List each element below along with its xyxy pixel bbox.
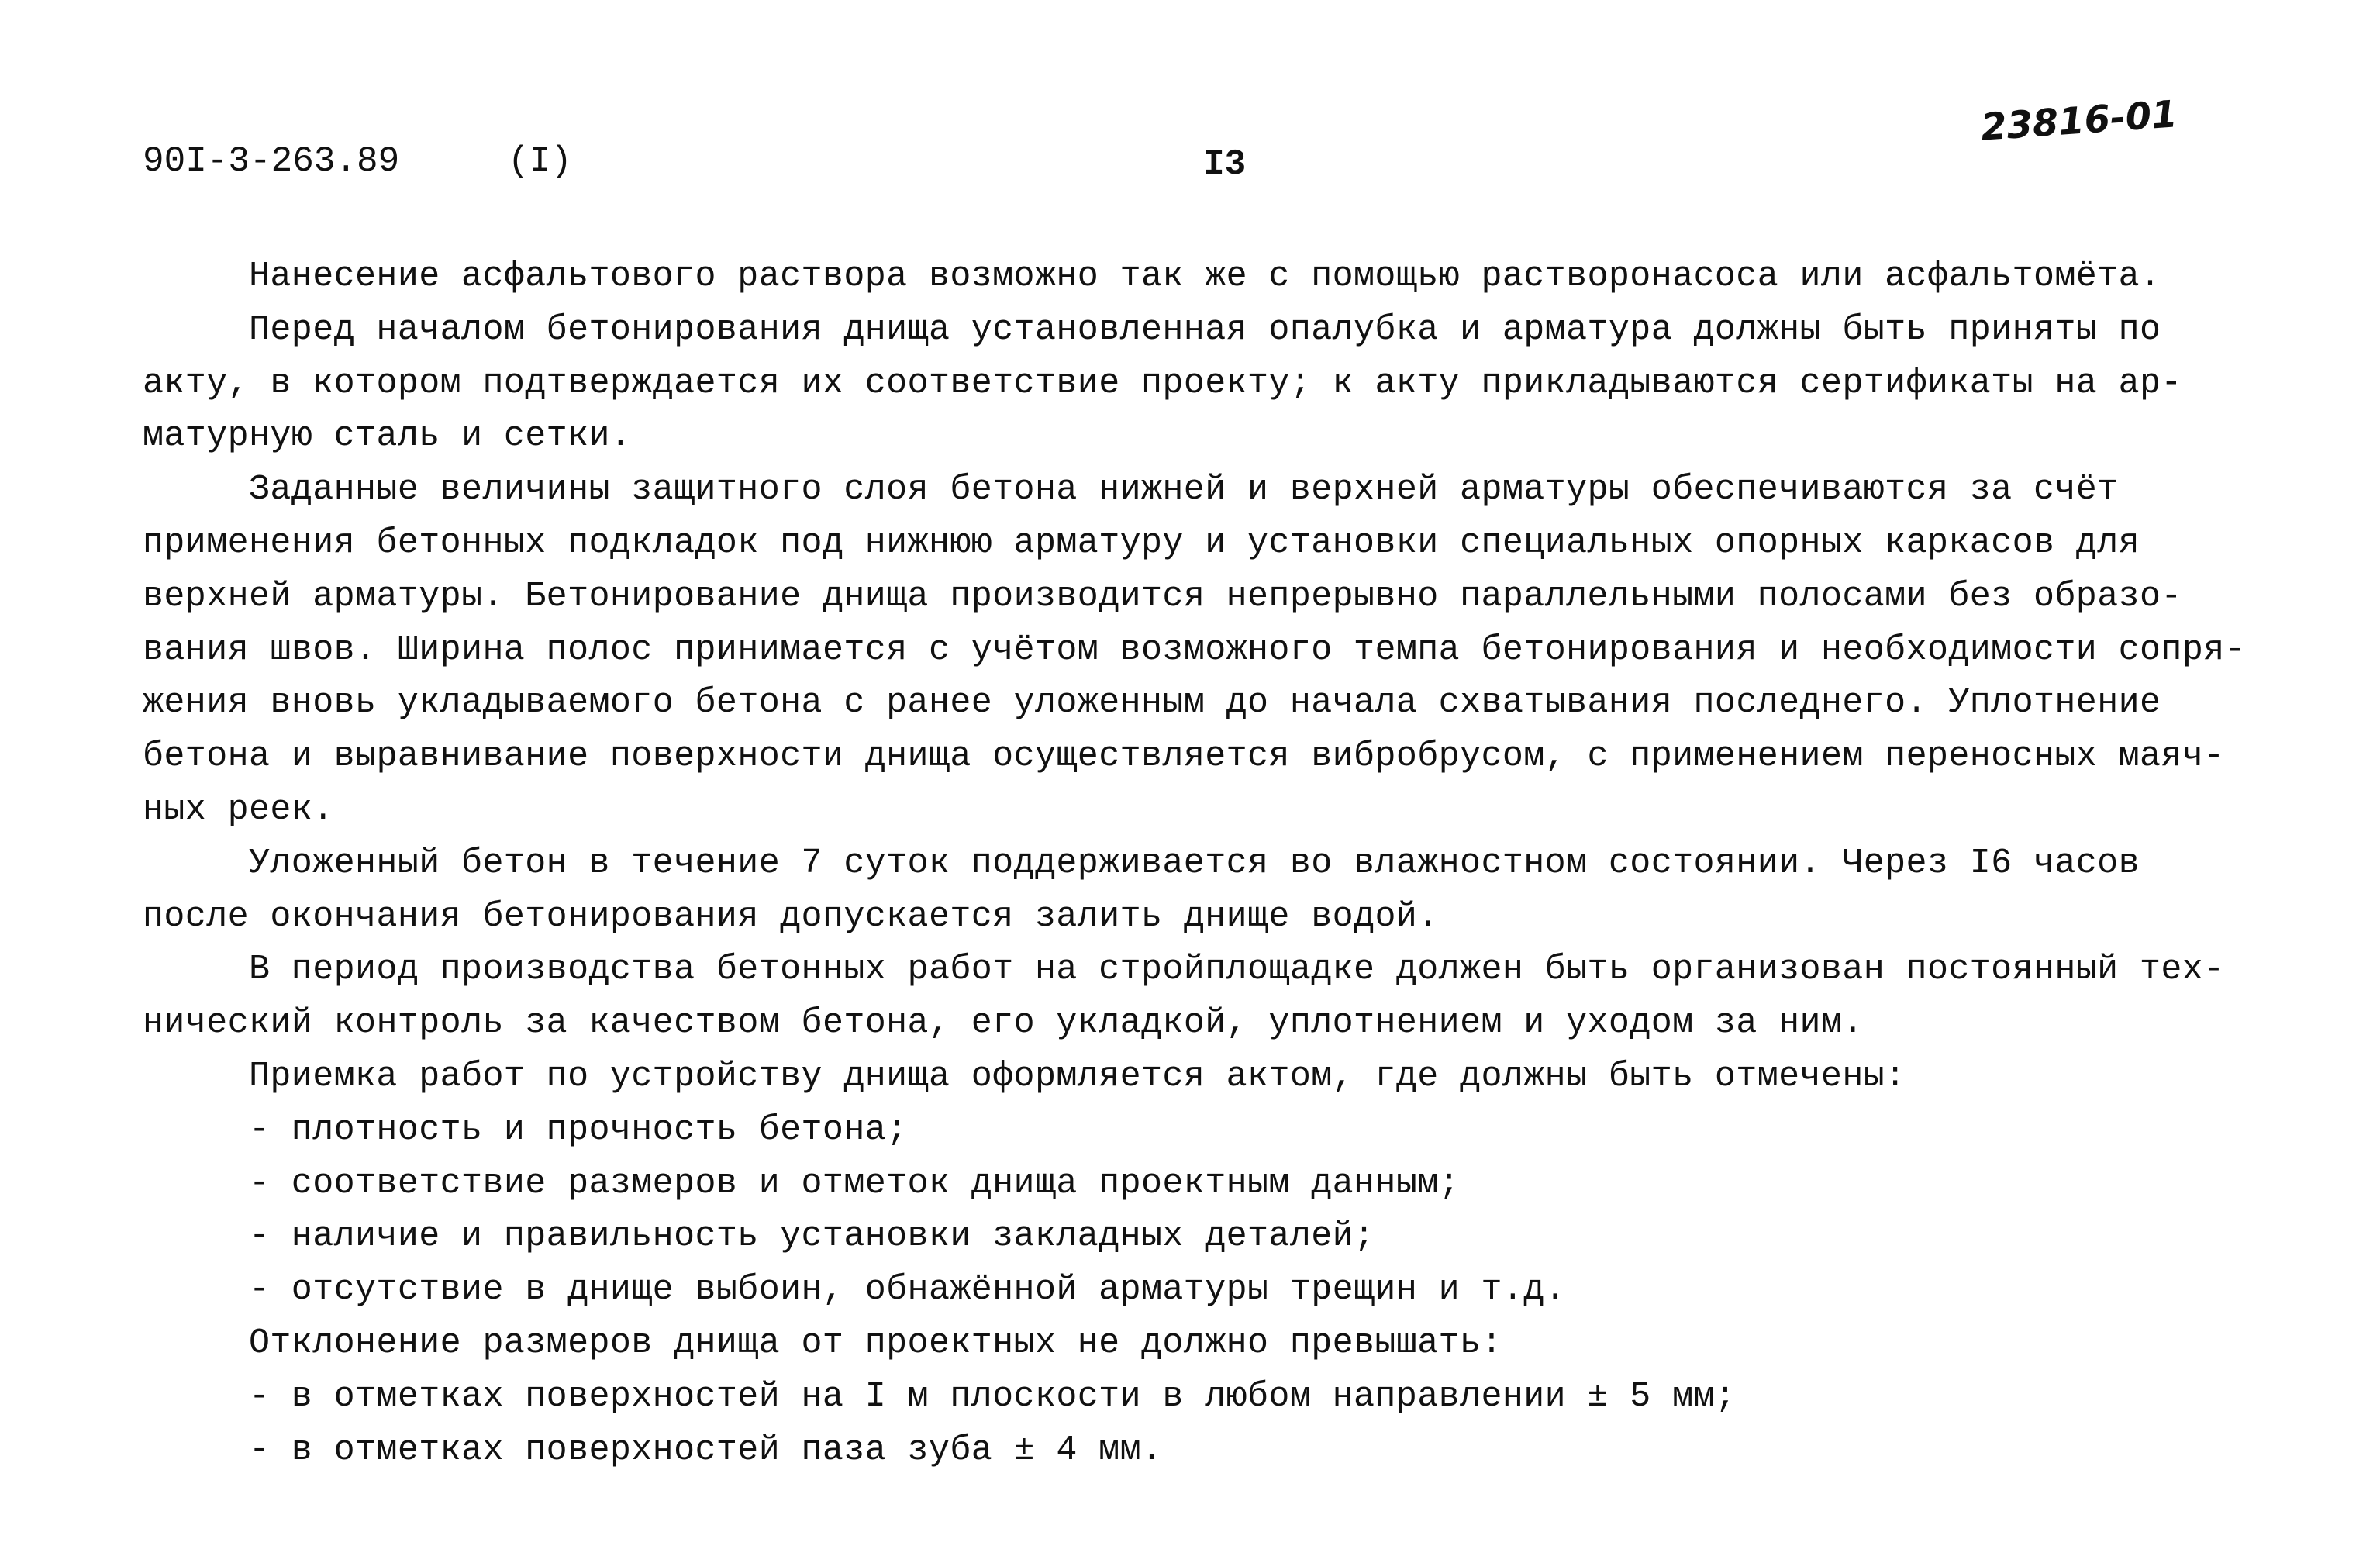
text-line: жения вновь укладываемого бетона с ранее уложенным до начала схватывания последнего. Уплотнение (143, 683, 2161, 723)
text-line: верхней арматуры. Бетонирование днища производится непрерывно параллельными полосами без образо- (143, 576, 2182, 616)
text-line: вания швов. Ширина полос принимается с учётом возможного темпа бетонирования и необходимости сопря- (143, 630, 2247, 670)
text-line: Приемка работ по устройству днища оформляется актом, где должны быть отмечены: (249, 1057, 1906, 1096)
text-line: - плотность и прочность бетона; (249, 1109, 908, 1150)
text-line: Нанесение асфальтового раствора возможно так же с помощью растворонасоса или асфальтомёта. (249, 257, 2161, 296)
text-line: нический контроль за качеством бетона, его укладкой, уплотнением и уходом за ним. (143, 1003, 1864, 1044)
text-line: - в отметках поверхностей паза зуба ± 4 мм. (249, 1430, 1163, 1470)
text-line: применения бетонных подкладок под нижнюю арматуру и установки специальных опорных каркасов для (143, 523, 2140, 563)
text-line: Отклонение размеров днища от проектных не должно превышать: (249, 1323, 1502, 1363)
text-line: В период производства бетонных работ на стройплощадке должен быть организован постоянный тех- (249, 950, 2225, 990)
text-line: акту, в котором подтверждается их соответствие проекту; к акту прикладываются сертификаты на ар- (143, 363, 2182, 403)
text-line: Заданные величины защитного слоя бетона нижней и верхней арматуры обеспечиваются за счёт (249, 470, 2119, 510)
text-line: - отсутствие в днище выбоин, обнажённой арматуры трещин и т.д. (249, 1270, 1567, 1310)
text-line: после окончания бетонирования допускается залить днище водой. (143, 896, 1439, 937)
text-line: - соответствие размеров и отметок днища проектным данным; (249, 1163, 1461, 1203)
text-line: бетона и выравнивание поверхности днища осуществляется вибробрусом, с применением переносных маяч- (143, 737, 2225, 777)
text-line: Перед началом бетонирования днища установленная опалубка и арматура должны быть приняты по (249, 309, 2161, 350)
text-line: ных реек. (143, 790, 334, 830)
text-line: - в отметках поверхностей на I м плоскости в любом направлении ± 5 мм; (249, 1376, 1737, 1416)
document-code: 90I-3-263.89 (143, 141, 400, 181)
page-number: I3 (1203, 144, 1247, 185)
document-part: (I) (508, 141, 572, 181)
inventory-stamp: 23816-01 (1979, 92, 2179, 150)
text-line: матурную сталь и сетки. (143, 416, 632, 457)
text-line: - наличие и правильность установки закладных деталей; (249, 1216, 1375, 1257)
text-line: Уложенный бетон в течение 7 суток поддерживается во влажностном состоянии. Через I6 часов (249, 843, 2140, 883)
